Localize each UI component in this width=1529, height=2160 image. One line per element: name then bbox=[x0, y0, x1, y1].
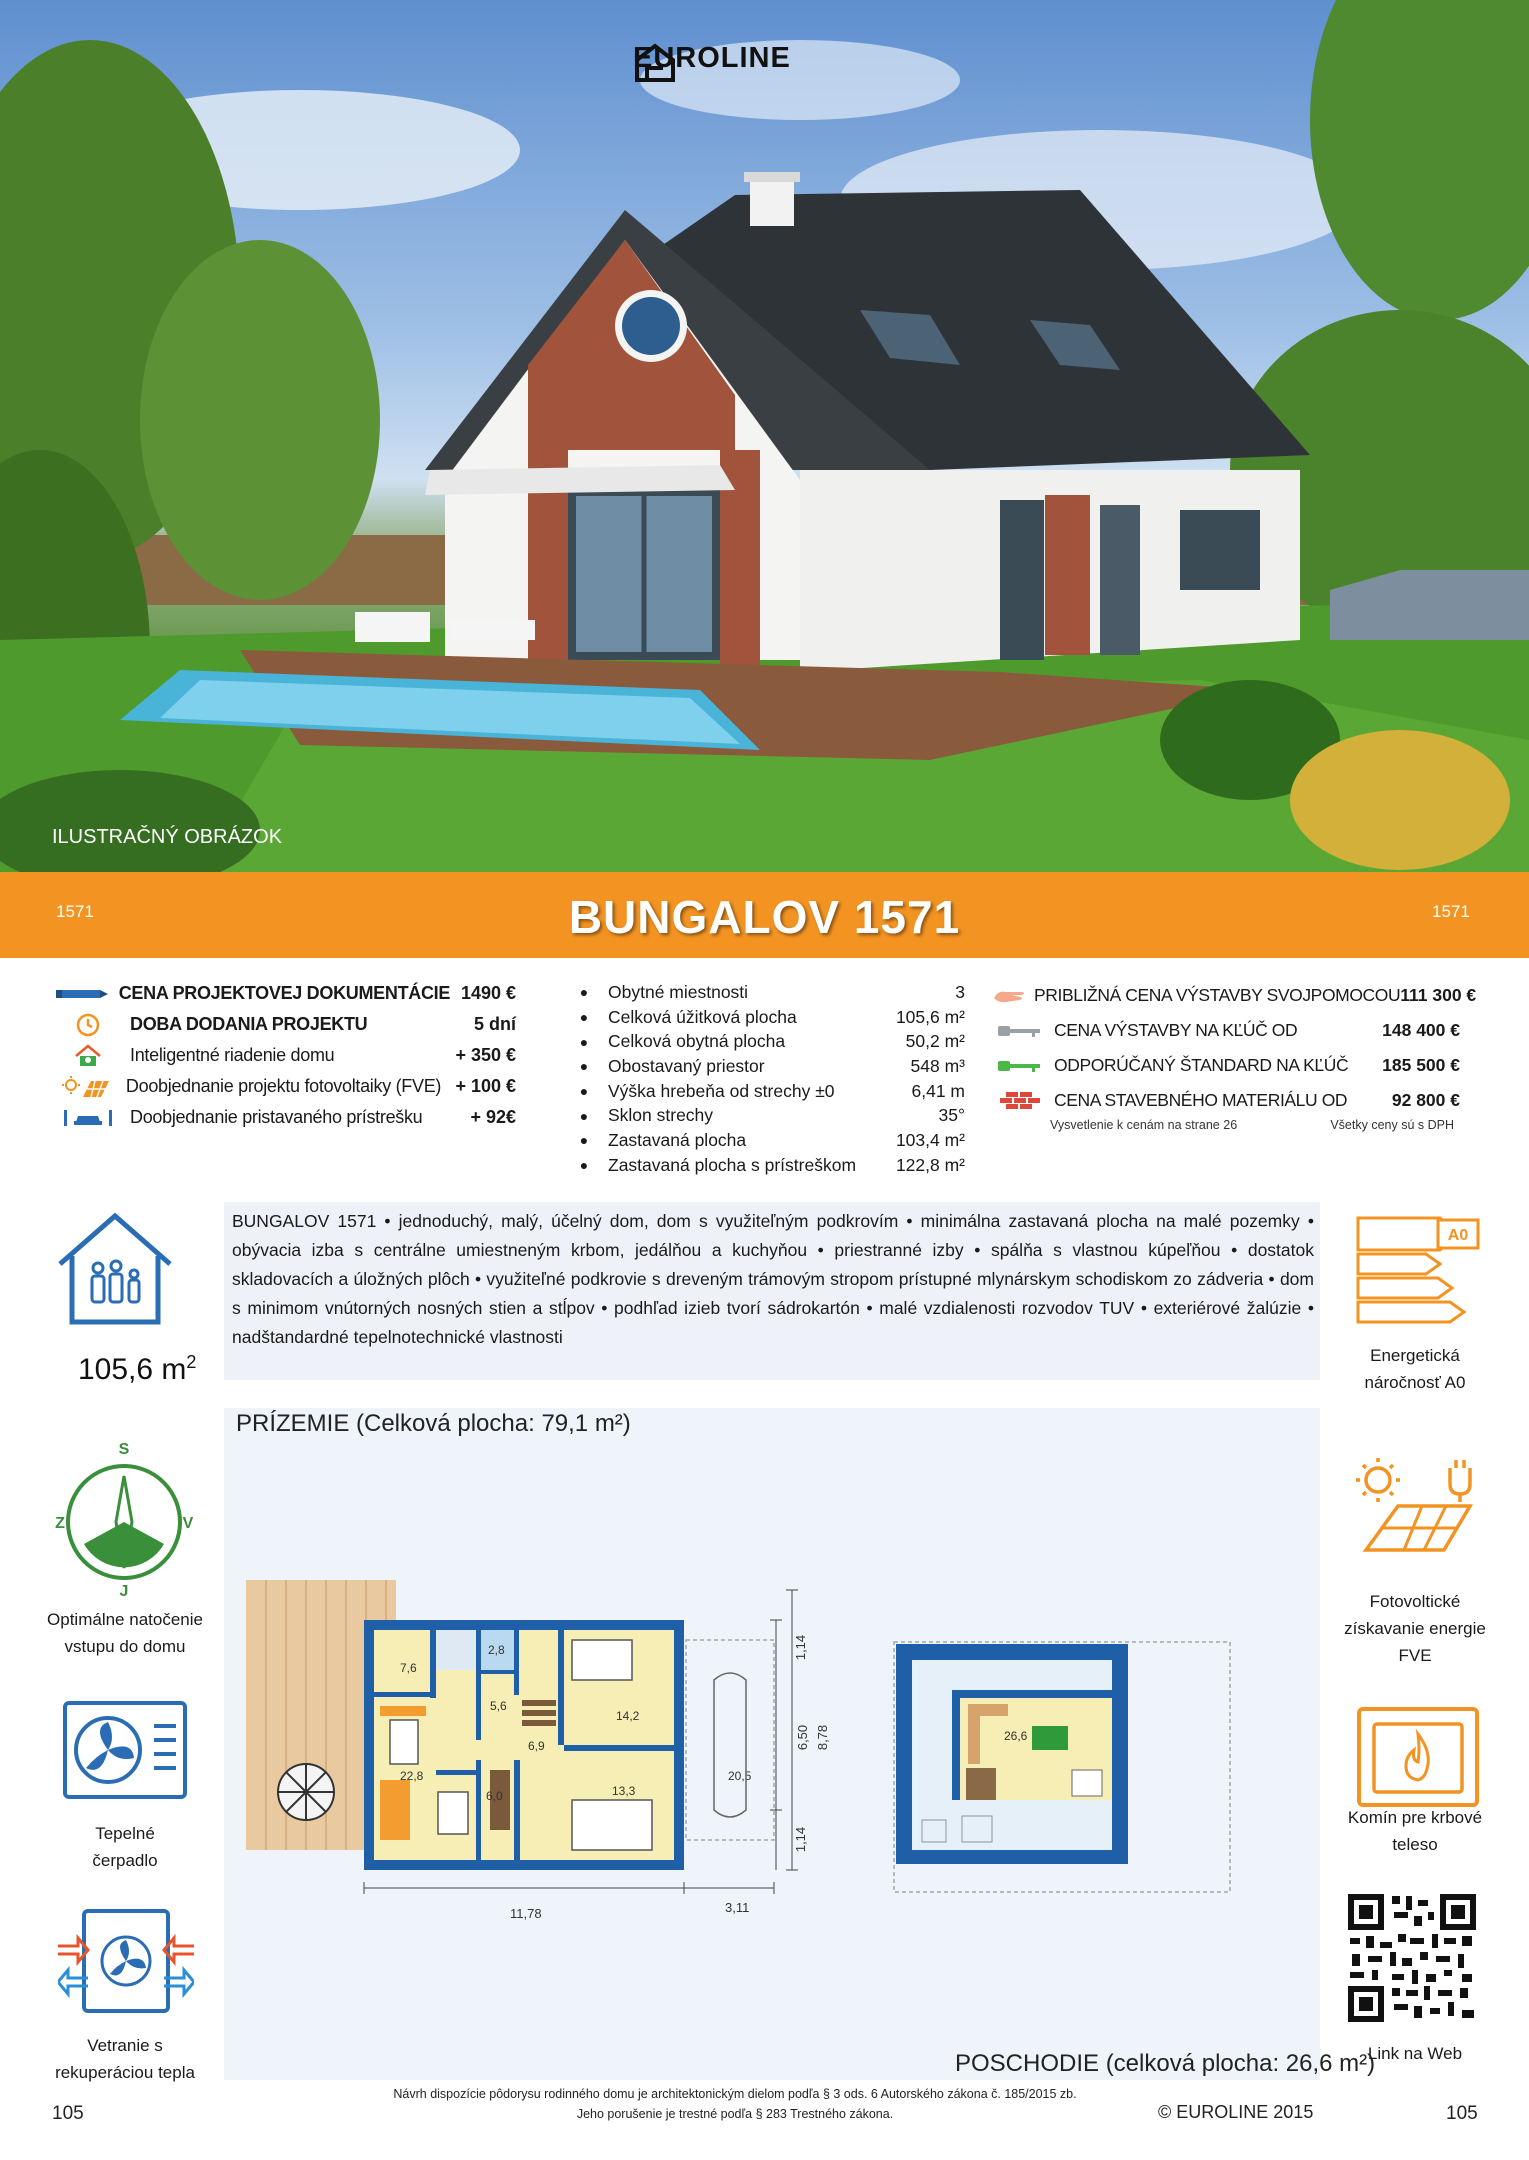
build-price-value: 185 500 € bbox=[1382, 1055, 1460, 1075]
fireplace-icon bbox=[1356, 1706, 1480, 1813]
price-row bbox=[56, 1071, 516, 1102]
price-label: Doobjednanie pristavaného prístrešku bbox=[130, 1107, 423, 1127]
smart-home-icon bbox=[56, 1042, 120, 1070]
parameter-value: 548 m³ bbox=[910, 1055, 965, 1076]
dim-bottom: 1,14 bbox=[793, 1826, 809, 1853]
project-code-right: 1571 bbox=[1432, 902, 1470, 921]
dim-carport-width: 3,11 bbox=[725, 1900, 750, 1915]
parameter-row bbox=[560, 1128, 965, 1153]
bricks-icon bbox=[992, 1087, 1048, 1115]
pv-label-1: Fotovoltické bbox=[1369, 1592, 1461, 1611]
bullet-icon: ● bbox=[579, 1009, 589, 1026]
parameter-value: 105,6 m² bbox=[895, 1006, 965, 1027]
illustration-caption: ILUSTRAČNÝ OBRÁZOK bbox=[52, 826, 283, 848]
compass-east: V bbox=[182, 1515, 194, 1532]
parameter-row bbox=[560, 1079, 965, 1104]
pv-label bbox=[1330, 1588, 1500, 1669]
upper-floor-plan bbox=[892, 1640, 1252, 1905]
project-code-left: 1571 bbox=[56, 902, 94, 921]
parameter-value: 35° bbox=[938, 1105, 965, 1126]
parameter-label: Zastavaná plocha bbox=[608, 1129, 747, 1150]
room-area-label: 6,0 bbox=[486, 1789, 503, 1803]
parameter-row bbox=[560, 1005, 965, 1030]
parameter-value: 122,8 m² bbox=[895, 1154, 965, 1175]
build-price-label: CENA VÝSTAVBY NA KĽÚČ OD bbox=[1054, 1020, 1298, 1040]
pencil-icon bbox=[56, 980, 109, 1008]
build-price-label: CENA STAVEBNÉHO MATERIÁLU OD bbox=[1054, 1090, 1348, 1110]
ventilation-icon bbox=[58, 1908, 194, 2019]
fireplace-label-1: Komín pre krbové bbox=[1347, 1808, 1483, 1827]
ventilation-label-1: Vetranie s bbox=[87, 2036, 163, 2055]
room-area-label: 20,5 bbox=[728, 1769, 752, 1783]
upper-room-area-label: 26,6 bbox=[1004, 1729, 1028, 1743]
room-area-label: 22,8 bbox=[400, 1769, 424, 1783]
price-value: + 92€ bbox=[470, 1107, 516, 1127]
build-price-value: 111 300 € bbox=[1400, 985, 1477, 1005]
build-price-value: 148 400 € bbox=[1382, 1020, 1460, 1040]
price-row bbox=[56, 1040, 516, 1071]
parameter-label: Celková obytná plocha bbox=[608, 1031, 786, 1052]
heat-pump-icon bbox=[62, 1700, 188, 1805]
copyright-note bbox=[330, 2084, 1140, 2124]
energy-label-2: náročnosť A0 bbox=[1364, 1373, 1466, 1392]
parameter-row bbox=[560, 980, 965, 1005]
house-parameters bbox=[560, 980, 965, 1178]
fireplace-label bbox=[1330, 1804, 1500, 1858]
title-band bbox=[0, 872, 1529, 958]
key-green-icon bbox=[992, 1052, 1048, 1080]
key-gray-icon bbox=[992, 1017, 1048, 1045]
price-value: + 100 € bbox=[455, 1076, 516, 1096]
compass-north: S bbox=[118, 1441, 130, 1458]
fireplace-label-2: teleso bbox=[1392, 1835, 1438, 1854]
parameter-label: Celková úžitková plocha bbox=[608, 1006, 797, 1027]
carport-icon bbox=[56, 1104, 120, 1132]
living-area-value bbox=[78, 1352, 196, 1387]
parameter-label: Obostavaný priestor bbox=[608, 1055, 765, 1076]
parameter-value: 6,41 m bbox=[911, 1080, 965, 1101]
heat-pump-label bbox=[40, 1820, 210, 1874]
build-price-row bbox=[992, 1048, 1460, 1083]
bullet-icon: ● bbox=[579, 1058, 589, 1075]
price-label: DOBA DODANIA PROJEKTU bbox=[130, 1014, 368, 1034]
parameter-label: Sklon strechy bbox=[608, 1105, 714, 1126]
room-area-label: 7,6 bbox=[400, 1661, 417, 1675]
bullet-icon: ● bbox=[579, 1157, 589, 1174]
price-row bbox=[56, 1102, 516, 1133]
price-value: + 350 € bbox=[455, 1045, 516, 1065]
orientation-label bbox=[40, 1606, 210, 1660]
pv-label-2: získavanie energie bbox=[1344, 1619, 1486, 1638]
hand-icon bbox=[992, 982, 1028, 1010]
page-title: BUNGALOV 1571 bbox=[568, 891, 961, 943]
price-label: Inteligentné riadenie domu bbox=[130, 1045, 335, 1065]
room-area-label: 14,2 bbox=[616, 1709, 640, 1723]
price-row bbox=[56, 1009, 516, 1040]
orientation-label-1: Optimálne natočenie bbox=[47, 1610, 203, 1629]
room-area-label: 6,9 bbox=[528, 1739, 545, 1753]
house-logo-icon bbox=[633, 42, 677, 84]
dim-middle: 6,50 bbox=[795, 1724, 811, 1751]
build-price-row bbox=[992, 978, 1477, 1013]
room-area-label: 13,3 bbox=[612, 1784, 636, 1798]
solar-panel-icon bbox=[56, 1073, 116, 1101]
room-area-label: 2,8 bbox=[488, 1643, 505, 1657]
brand-name: EUROLINE bbox=[633, 42, 791, 74]
parameter-label: Zastavaná plocha s prístreškom bbox=[608, 1154, 857, 1175]
house-description: BUNGALOV 1571 • jednoduchý, malý, účelný dom, dom s využiteľným podkrovím • minimálna zastavaná plocha na malé pozemky • obývacia izba s centrálne umiestneným krbom, jedálňou a kuchyňou • priestranné izby • spálňa s vlastnou kúpeľňou • dostatok skladovacích a úložných plôch • využiteľné podkrovie s dreveným trámovým stropom prístupné mlynárskym schodiskom zo zádveria • dom s minimom vnútorných nosných stien a stĺpov • podhľad izieb tvorí sádrokartón • malé vzdialenosti rozvodov TUV • exteriérové žalúzie • nadštandardné tepelnotechnické vlastnosti bbox=[232, 1211, 1314, 1347]
build-price-row bbox=[992, 1083, 1460, 1118]
build-price-label: ODPORÚČANÝ ŠTANDARD NA KĽÚČ bbox=[1054, 1055, 1349, 1075]
area-number: 105,6 m bbox=[78, 1353, 187, 1386]
parameter-row bbox=[560, 1153, 965, 1178]
parameter-row bbox=[560, 1103, 965, 1128]
build-price-row bbox=[992, 1013, 1460, 1048]
parameter-value: 50,2 m² bbox=[905, 1031, 965, 1052]
price-label: Doobjednanie projektu fotovoltaiky (FVE) bbox=[125, 1076, 442, 1096]
copyright-note-1: Návrh dispozície pôdorysu rodinného domu je architektonickým dielom podľa § 3 ods. 6 Autorského zákona č. 185/2015 zb. bbox=[393, 2087, 1077, 2101]
copyright: © EUROLINE 2015 bbox=[1158, 2102, 1314, 2122]
ground-floor-title: PRÍZEMIE (Celková plocha: 79,1 m²) bbox=[236, 1410, 631, 1437]
build-prices bbox=[992, 978, 1477, 1118]
price-row bbox=[56, 978, 516, 1009]
pv-label-3: FVE bbox=[1398, 1646, 1432, 1665]
build-price-label: PRIBLIŽNÁ CENA VÝSTAVBY SVOJPOMOCOU bbox=[1034, 985, 1401, 1005]
build-price-value: 92 800 € bbox=[1391, 1090, 1460, 1110]
parameter-label: Výška hrebeňa od strechy ±0 bbox=[608, 1080, 835, 1101]
bullet-icon: ● bbox=[579, 1083, 589, 1100]
price-label: CENA PROJEKTOVEJ DOKUMENTÁCIE bbox=[118, 983, 451, 1003]
energy-label-1: Energetická bbox=[1370, 1346, 1460, 1365]
dim-total: 8,78 bbox=[815, 1724, 831, 1751]
pv-icon bbox=[1352, 1448, 1484, 1561]
dim-width: 11,78 bbox=[510, 1906, 542, 1921]
orientation-label-2: vstupu do domu bbox=[64, 1637, 186, 1656]
parameter-label: Obytné miestnosti bbox=[608, 981, 749, 1002]
dim-top: 1,14 bbox=[793, 1634, 809, 1661]
compass-south: J bbox=[119, 1583, 129, 1600]
qr-code[interactable] bbox=[1344, 1890, 1480, 2031]
family-house-icon bbox=[54, 1208, 176, 1335]
bullet-icon: ● bbox=[579, 984, 589, 1001]
ventilation-label bbox=[40, 2032, 210, 2086]
vat-note: Všetky ceny sú s DPH bbox=[1330, 1118, 1454, 1132]
project-prices bbox=[56, 978, 516, 1133]
copyright-note-2: Jeho porušenie je trestné podľa § 283 Trestného zákona. bbox=[576, 2107, 894, 2121]
page-number-left: 105 bbox=[52, 2103, 84, 2124]
parameter-row bbox=[560, 1029, 965, 1054]
compass-icon bbox=[54, 1440, 194, 1605]
ventilation-label-2: rekuperáciou tepla bbox=[55, 2063, 195, 2082]
bullet-icon: ● bbox=[579, 1107, 589, 1124]
parameter-row bbox=[560, 1054, 965, 1079]
upper-floor-title: POSCHODIE (celková plocha: 26,6 m²) bbox=[955, 2050, 1376, 2077]
brand-logo bbox=[633, 42, 791, 75]
parameter-value: 103,4 m² bbox=[895, 1129, 965, 1150]
area-unit-sup: 2 bbox=[186, 1352, 197, 1372]
heat-pump-label-1: Tepelné bbox=[95, 1824, 155, 1843]
parameter-value: 3 bbox=[955, 981, 965, 1002]
bullet-icon: ● bbox=[579, 1132, 589, 1149]
price-explanation-link[interactable]: Vysvetlenie k cenám na strane 26 bbox=[1050, 1118, 1238, 1132]
energy-class-icon bbox=[1354, 1214, 1480, 1335]
house-illustration bbox=[0, 0, 1529, 872]
qr-label[interactable]: Link na Web bbox=[1367, 2044, 1463, 2063]
heat-pump-label-2: čerpadlo bbox=[92, 1851, 158, 1870]
clock-icon bbox=[56, 1011, 120, 1039]
price-notes bbox=[1050, 1118, 1454, 1132]
energy-class-letter: A0 bbox=[1447, 1227, 1469, 1244]
price-value: 1490 € bbox=[460, 983, 516, 1003]
room-area-label: 5,6 bbox=[490, 1699, 507, 1713]
bullet-icon: ● bbox=[579, 1033, 589, 1050]
ground-floor-plan bbox=[240, 1570, 840, 1955]
compass-west: Z bbox=[55, 1515, 65, 1532]
page-number-right: 105 bbox=[1446, 2103, 1478, 2124]
price-value: 5 dní bbox=[473, 1014, 516, 1034]
energy-label bbox=[1330, 1342, 1500, 1396]
hero-image bbox=[0, 0, 1529, 872]
